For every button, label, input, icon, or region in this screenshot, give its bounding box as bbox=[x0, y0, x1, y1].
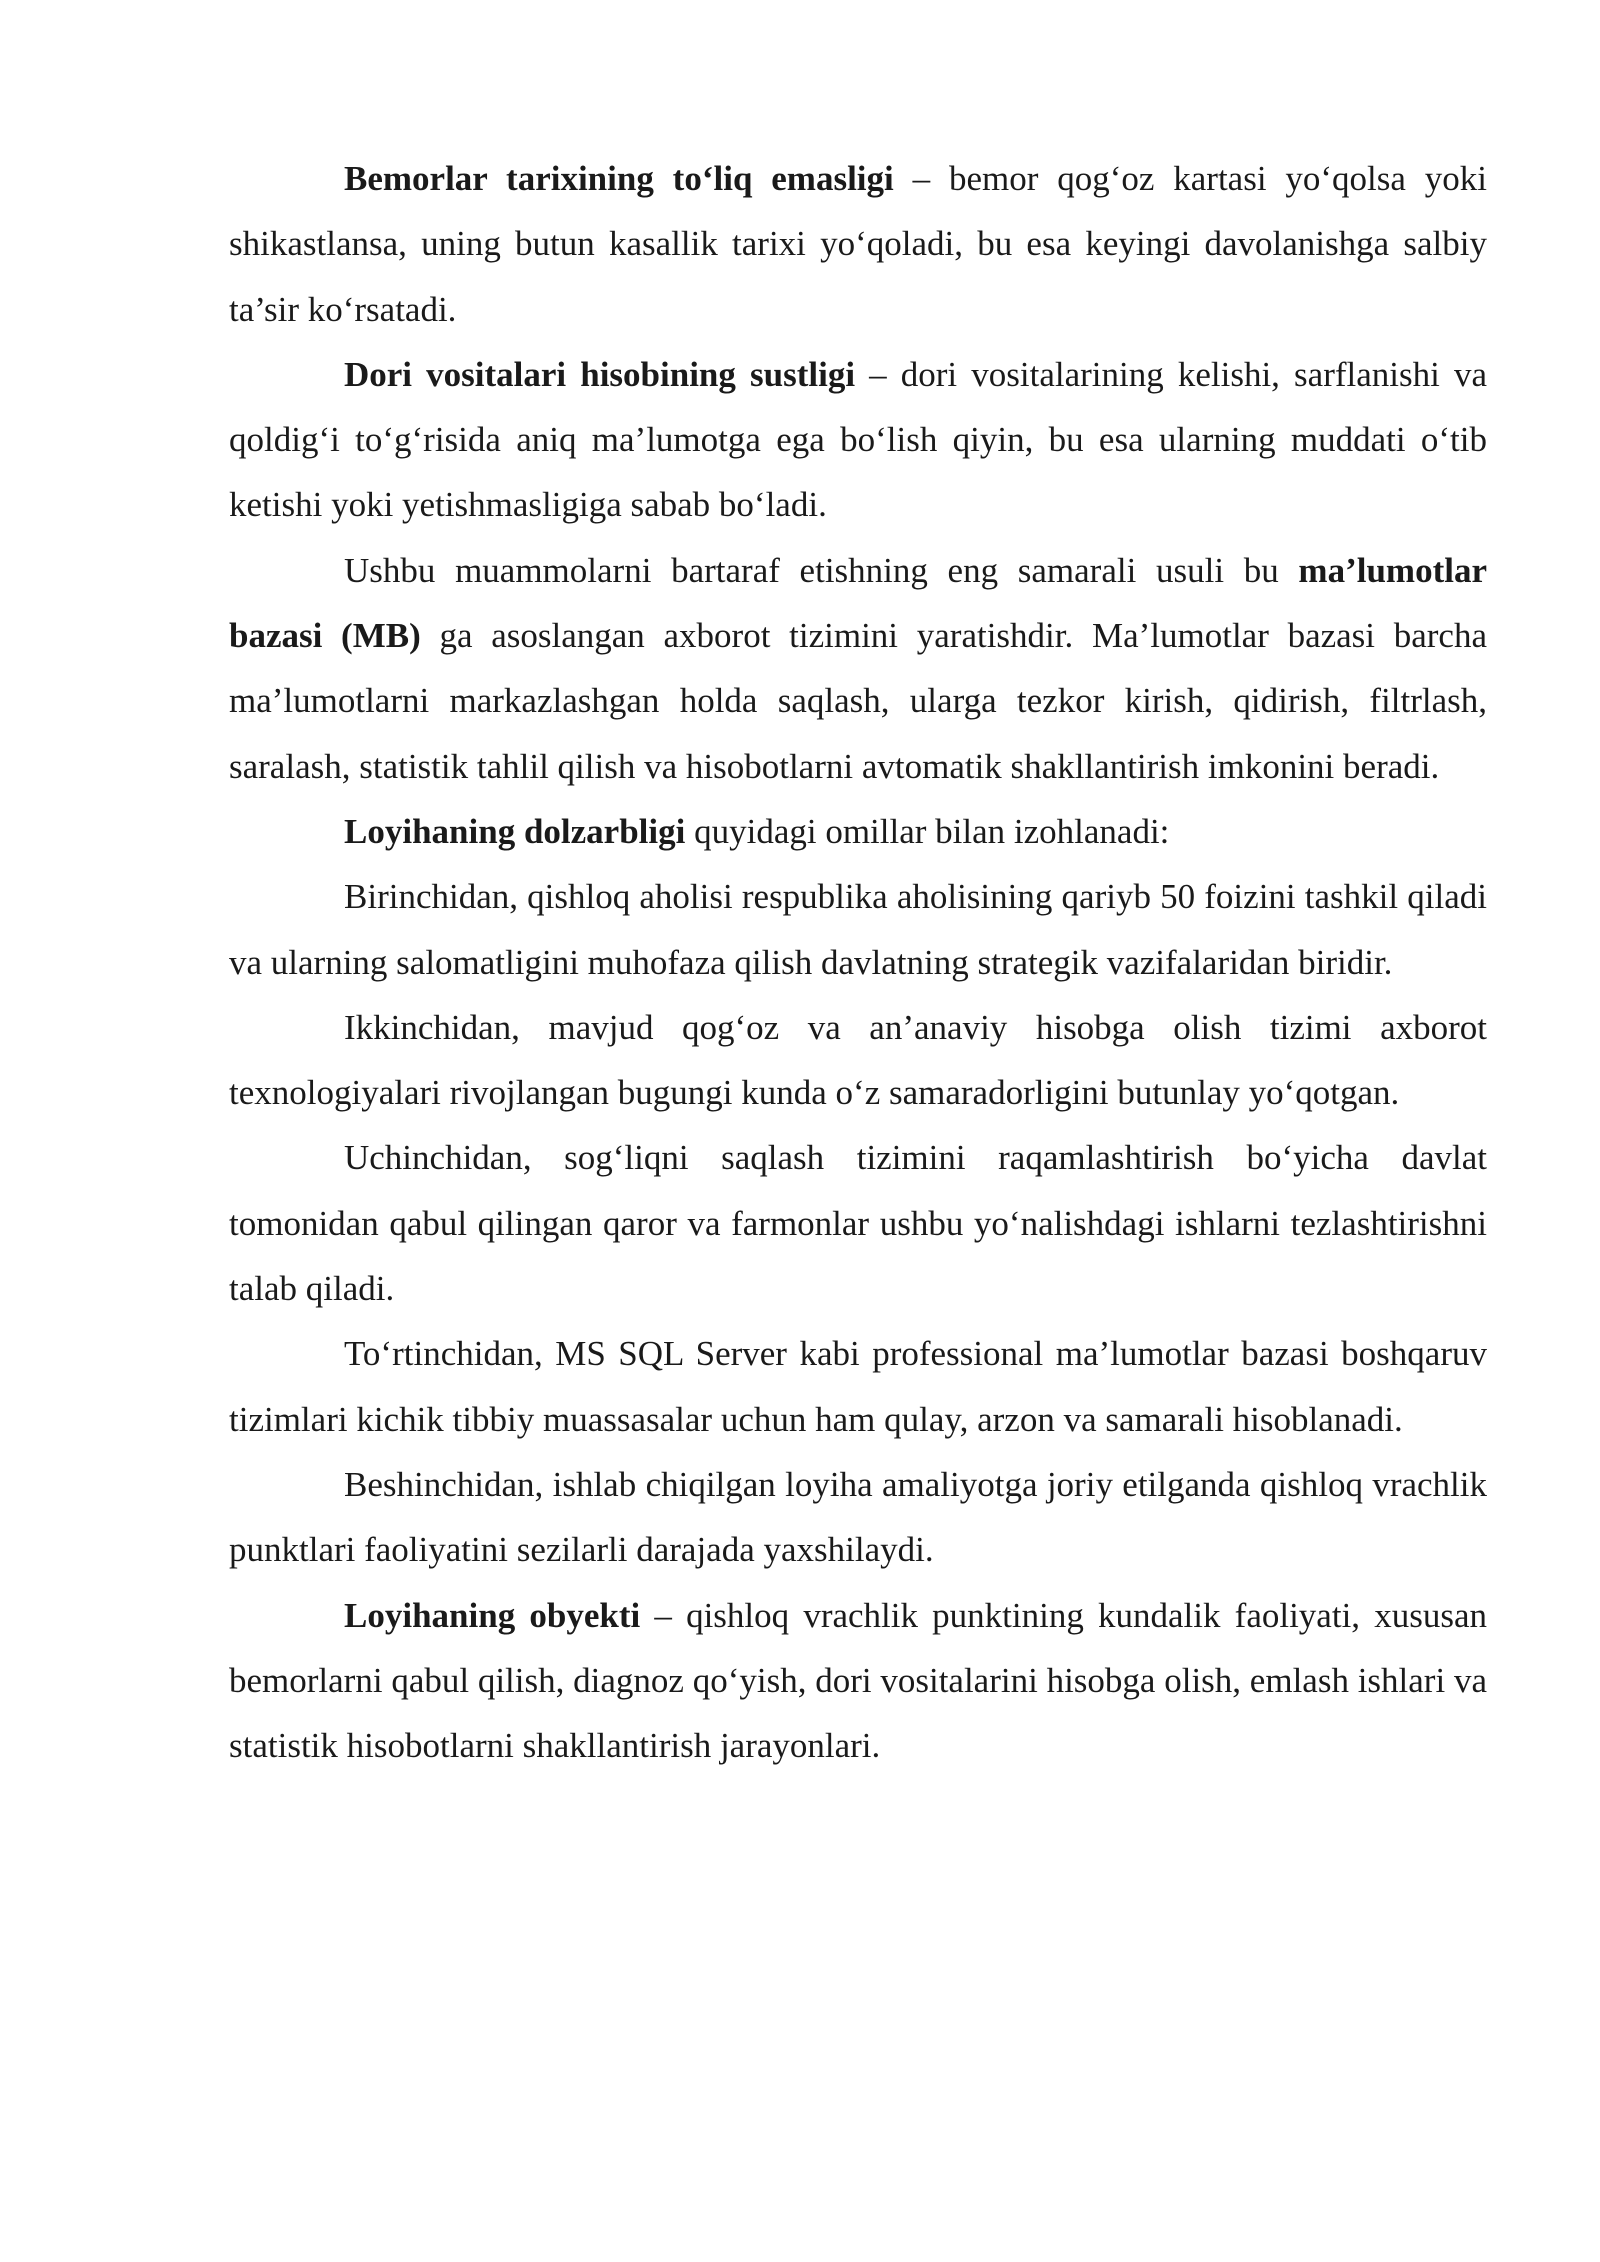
paragraph-project-object bbox=[229, 1583, 1487, 1779]
paragraph-patient-history bbox=[229, 146, 1487, 342]
paragraph-text: Ikkinchidan, mavjud qog‘oz va an’anaviy hisobga olish tizimi axborot texnologiyalari rivojlangan bugungi kunda o‘z samaradorligini butunlay yo‘qotgan. bbox=[229, 1007, 1487, 1113]
term-relevance: Loyihaning dolzarbligi bbox=[344, 811, 686, 851]
paragraph-text: Beshinchidan, ishlab chiqilgan loyiha amaliyotga joriy etilganda qishloq vrachlik punktlari faoliyatini sezilarli darajada yaxshilaydi. bbox=[229, 1464, 1487, 1570]
term-project-object: Loyihaning obyekti bbox=[344, 1595, 641, 1635]
paragraph-text: To‘rtinchidan, MS SQL Server kabi professional ma’lumotlar bazasi boshqaruv tizimlari kichik tibbiy muassasalar uchun ham qulay, arzon va samarali hisoblanadi. bbox=[229, 1334, 1487, 1439]
paragraph-medicine-accounting bbox=[229, 342, 1487, 538]
paragraph-text: – qishloq vrachlik punktining kundalik faoliyati, xususan bemorlarni qabul qilish, diagnoz qo‘yish, dori vositalarini hisobga olish, emlash ishlari va statistik hisobotlarni shakllantirish jarayonlari. bbox=[229, 1595, 1487, 1766]
paragraph-first-reason bbox=[229, 864, 1487, 995]
paragraph-fifth-reason bbox=[229, 1452, 1487, 1583]
term-medicine-accounting: Dori vositalari hisobining sustligi bbox=[344, 354, 856, 394]
paragraph-database-solution bbox=[229, 538, 1487, 799]
paragraph-text: Uchinchidan, sog‘liqni saqlash tizimini raqamlashtirish bo‘yicha davlat tomonidan qabul qilingan qaror va farmonlar ushbu yo‘nalishdagi ishlarni tezlashtirishni talab qiladi. bbox=[229, 1138, 1487, 1309]
document-page bbox=[229, 146, 1487, 1778]
paragraph-text: – bemor qog‘oz kartasi yo‘qolsa yoki shikastlansa, uning butun kasallik tarixi yo‘qoladi, bu esa keyingi davolanishga salbiy ta’sir ko‘rsatadi. bbox=[229, 159, 1487, 329]
paragraph-relevance bbox=[229, 799, 1487, 864]
paragraph-second-reason bbox=[229, 995, 1487, 1126]
paragraph-third-reason bbox=[229, 1125, 1487, 1321]
paragraph-fourth-reason bbox=[229, 1321, 1487, 1452]
paragraph-text: ga asoslangan axborot tizimini yaratishdir. Ma’lumotlar bazasi barcha ma’lumotlarni markazlashgan holda saqlash, ularga tezkor kirish, qidirish, filtrlash, saralash, statistik tahlil qilish va hisobotlarni avtomatik shakllantirish imkonini beradi. bbox=[229, 616, 1487, 786]
term-patient-history: Bemorlar tarixining to‘liq emasligi bbox=[344, 159, 894, 198]
paragraph-text: quyidagi omillar bilan izohlanadi: bbox=[685, 811, 1170, 851]
paragraph-text-lead: Ushbu muammolarni bartaraf etishning eng samarali usuli bu bbox=[344, 550, 1299, 590]
paragraph-text: Birinchidan, qishloq aholisi respublika aholisining qariyb 50 foizini tashkil qiladi va ularning salomatligini muhofaza qilish davlatning strategik vazifalaridan biridir. bbox=[229, 877, 1487, 982]
paragraph-text: – dori vositalarining kelishi, sarflanishi va qoldig‘i to‘g‘risida aniq ma’lumotga ega bo‘lish qiyin, bu esa ularning muddati o‘tib ketishi yoki yetishmasligiga sabab bo‘ladi. bbox=[229, 354, 1487, 525]
term-database: ma’lumotlar bazasi (MB) bbox=[229, 550, 1487, 656]
